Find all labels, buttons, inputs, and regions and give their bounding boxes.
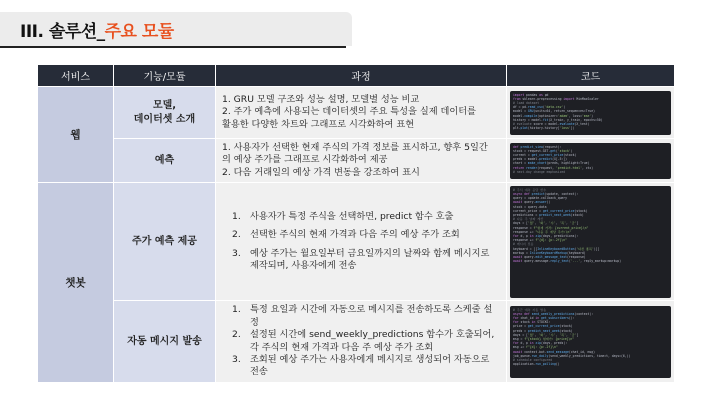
section-title — [20, 17, 174, 42]
list-item: 1. 특정 요일과 시간에 자동으로 메시지를 전송하도록 스케줄 설정 — [232, 304, 493, 328]
code-image: def predict_view(request): stock = request.GET.get('stock') current = get_current_price(stock) preds = model.predict(X[-5:]) chart = make_chart(preds, highlight=True) return render(request, 'predict.html', ctx) # next-day change emphasized — [510, 143, 671, 179]
title-underline — [0, 46, 346, 48]
list-item: 1. 사용자가 특정 주식을 선택하면, predict 함수 호출 — [232, 210, 454, 222]
code-image: # 주간 예측 자동 발송 async def send_weekly_predictions(context): for chat_id in get_subscribers(): for stock in STOCKS: price = get_current_price(stock) preds = predict_next_week(stock) days = ['월', '화', '수', '목', '금'] msg = f"{stock} 현재가: {price}\n" for d, p in zip(days, preds): msg += f"{d}: {p:.2f}\n" await context.bot.send_message(chat_id, msg) job_queue.run_daily(send_weekly_predictions, time=t, days=(6,)) # schedule configured application.run_polling() — [510, 306, 671, 378]
list-item: 3. 조회된 예상 주가는 사용자에게 메시지로 생성되어 자동으로 전송 — [232, 353, 490, 378]
table-header-row — [38, 65, 675, 87]
modules-table — [37, 64, 675, 383]
list-item: 2. 선택한 주식의 현재 가격과 다음 주의 예상 주가 조회 — [232, 229, 460, 241]
process-auto-message — [216, 301, 507, 383]
service-web: 웹 — [38, 87, 114, 183]
process-predict: 1. 사용자가 선택한 현재 주식의 가격 정보를 표시하고, 향후 5일간 의 예상 주가를 그래프로 시각화하여 제공 2. 다음 거래일의 예상 가격 변동을 강조하여 표시 — [216, 139, 507, 183]
list-item: 3. 예상 주가는 월요일부터 금요일까지의 날짜와 함께 메시지로 제작되며, 사용자에게 전송 — [232, 247, 490, 272]
section-title-bar — [0, 12, 352, 46]
function-price-prediction: 주가 예측 제공 — [114, 183, 216, 301]
title-accent: 주요 모듈 — [104, 21, 174, 42]
function-predict: 예측 — [114, 139, 216, 183]
function-auto-message: 자동 메시지 발송 — [114, 301, 216, 383]
table-row — [38, 183, 675, 301]
code-image: # 주식 예측 응답 함수 async def predict(update, context): query = update.callback_query await query.answer() stock = query.data current_price = get_current_price(stock) predictions = predict_next_week(stock) # 다음 주 날짜 계산 days = ['월', '화', '수', '목', '금'] response = f"현재 가격: {current_price}\n" response += "다음 주 예상 주가:\n" for d, p in zip(days, predictions): response += f"{d}: {p:.2f}\n" # 메시지 전송 keyboard = [[InlineKeyboardButton('다른 종목')]] markup = InlineKeyboardMarkup(keyboard) await query.edit_message_text(response) await query.message.reply_text('...', reply_markup=markup) — [510, 186, 671, 298]
code-screenshot-auto-message — [507, 301, 675, 383]
col-header-function: 기능/모듈 — [114, 65, 216, 87]
code-image: import pandas as pd from sklearn.preprocessing import MinMaxScaler # load dataset df = pd.read_csv('data.csv') model = GRU(units=64, return_sequences=True) model.compile(optimizer='adam', loss='mse') history = model.fit(X_train, y_train, epochs=50) # evaluate score = model.evaluate(X_test) plt.plot(history.history['loss']) — [510, 91, 671, 135]
table-row — [38, 139, 675, 183]
col-header-service: 서비스 — [38, 65, 114, 87]
col-header-code: 코드 — [507, 65, 675, 87]
title-prefix: III. 솔루션_ — [20, 21, 105, 42]
code-screenshot-predict — [507, 139, 675, 183]
function-model-dataset: 모델, 데이터셋 소개 — [114, 87, 216, 139]
code-screenshot-model — [507, 87, 675, 139]
list-item: 2. 설정된 시간에 send_weekly_predictions 함수가 호출되어, 각 주식의 현재 가격과 다음 주 예상 주가 조회 — [232, 329, 495, 353]
table-row — [38, 87, 675, 139]
col-header-process: 과정 — [216, 65, 507, 87]
code-screenshot-chatbot-predict — [507, 183, 675, 301]
process-price-prediction — [216, 183, 507, 301]
table-row — [38, 301, 675, 383]
service-chatbot: 챗봇 — [38, 183, 114, 383]
process-model-dataset: 1. GRU 모델 구조와 성능 설명, 모델별 성능 비교 2. 주가 예측에 사용되는 데이터셋의 주요 특성을 실제 데이터를 활용한 다양한 차트와 그래프로 시각화하여 표현 — [216, 87, 507, 139]
